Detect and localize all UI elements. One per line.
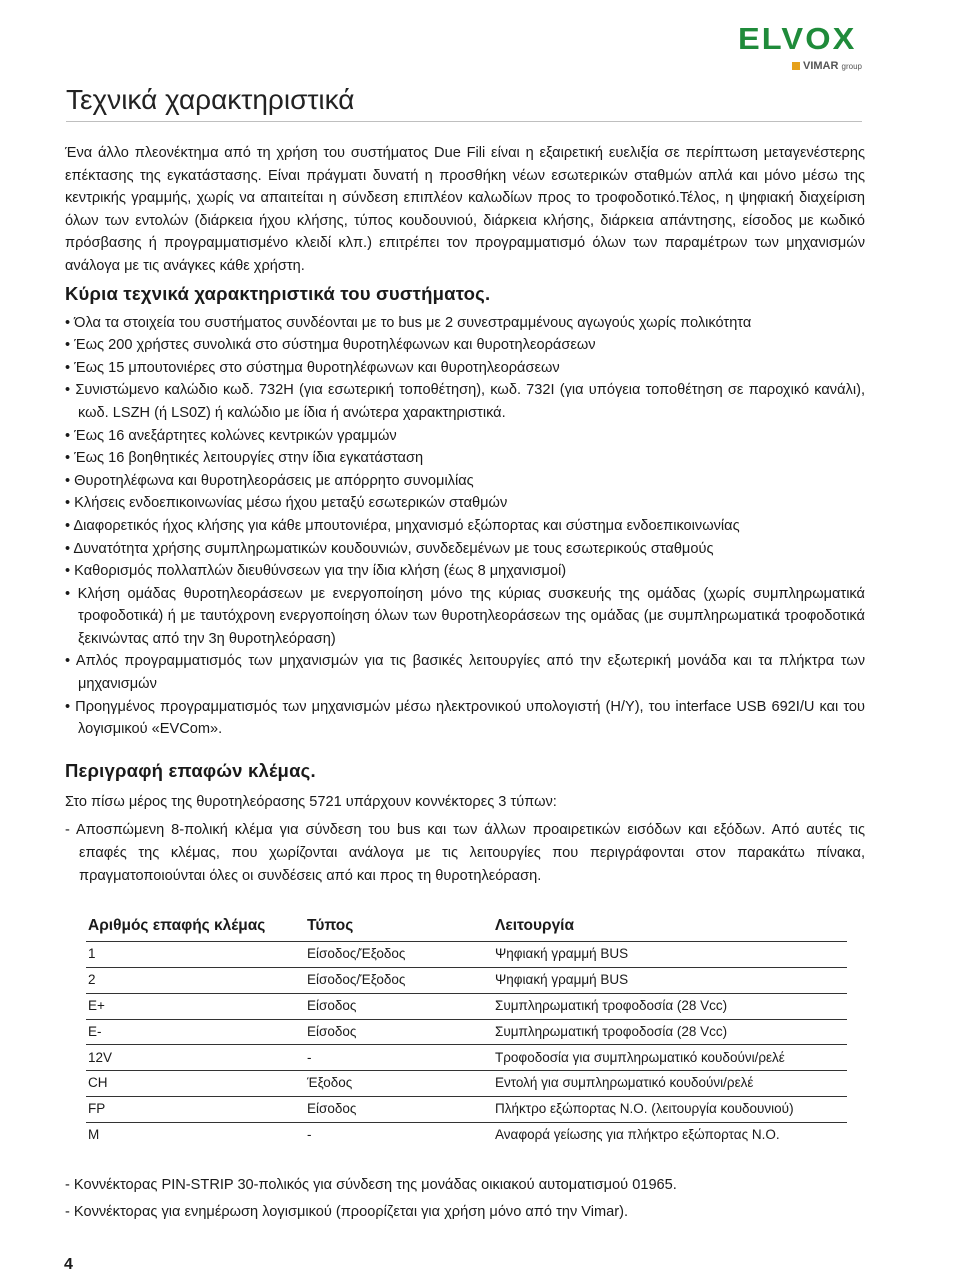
table-cell: Αναφορά γείωσης για πλήκτρο εξώπορτας N.O. [495, 1126, 780, 1142]
table-cell: 2 [86, 968, 305, 994]
table-cell: FP [86, 1097, 305, 1123]
list-item: • Έως 16 βοηθητικές λειτουργίες στην ίδια εγκατάσταση [65, 447, 865, 470]
table-cell: M [88, 1126, 100, 1142]
table-row [86, 1122, 847, 1147]
table-cell: Έξοδος [305, 1071, 493, 1097]
list-item: • Όλα τα στοιχεία του συστήματος συνδέονται με το bus με 2 συνεστραμμένους αγωγούς χωρίς πολικότητα [65, 312, 865, 335]
list-item: • Έως 15 μπουτονιέρες στο σύστημα θυροτηλέφωνων και θυροτηλεοράσεων [65, 357, 865, 380]
table-row [86, 1071, 847, 1097]
table-cell: Ψηφιακή γραμμή BUS [493, 942, 847, 968]
list-item: • Διαφορετικός ήχος κλήσης για κάθε μπουτονιέρα, μηχανισμό εξώπορτας και σύστημα ενδοεπικοινωνίας [65, 515, 865, 538]
table-cell: E+ [86, 993, 305, 1019]
table-cell: 12V [86, 1045, 305, 1071]
list-item: • Θυροτηλέφωνα και θυροτηλεοράσεις με απόρρητο συνομιλίας [65, 470, 865, 493]
table-cell: Συμπληρωματική τροφοδοσία (28 Vcc) [493, 993, 847, 1019]
table-cell: Είσοδος/Έξοδος [305, 968, 493, 994]
terminals-heading: Περιγραφή επαφών κλέμας. [65, 759, 316, 781]
list-item: • Κλήσεις ενδοεπικοινωνίας μέσω ήχου μεταξύ εσωτερικών σταθμών [65, 492, 865, 515]
table-row [86, 1019, 847, 1045]
page-number: 4 [64, 1256, 73, 1273]
logo-subbrand [792, 60, 862, 73]
table-cell: Πλήκτρο εξώπορτας Ν.Ο. (λειτουργία κουδουνιού) [493, 1097, 847, 1123]
table-cell: Είσοδος [305, 1019, 493, 1045]
logo-wordmark: ELVOX [738, 21, 857, 56]
terminals-note: - Αποσπώμενη 8-πολική κλέμα για σύνδεση του bus και των άλλων προαιρετικών εισόδων και εξόδων. Από αυτές τις επαφές της κλέμας, που χωρίζονται ανάλογα με τις λειτουργίες που περιγράφονται στον παρακάτω πίνακα, πραγματοποιούνται όλες οι συνδέσεις από και προς τη θυροτηλεόραση. [65, 822, 865, 884]
list-item: • Προηγμένος προγραμματισμός των μηχανισμών μέσω ηλεκτρονικού υπολογιστή (Η/Υ), του interface USB 692I/U και του λογισμικού «EVCom». [65, 696, 865, 741]
list-item: • Έως 200 χρήστες συνολικά στο σύστημα θυροτηλέφωνων και θυροτηλεοράσεων [65, 334, 865, 357]
main-content [65, 142, 865, 1224]
title-divider [66, 121, 862, 122]
features-heading: Κύρια τεχνικά χαρακτηριστικά του συστήματος. [65, 282, 491, 304]
vimar-mark-icon [792, 62, 800, 70]
table-cell: Συμπληρωματική τροφοδοσία (28 Vcc) [493, 1019, 847, 1045]
logo-subbrand-group: group [841, 62, 862, 71]
table-cell: E- [86, 1019, 305, 1045]
table-cell: Τροφοδοσία για συμπληρωματικό κουδούνι/ρελέ [493, 1045, 847, 1071]
table-header-row [86, 911, 847, 942]
table-cell: Ψηφιακή γραμμή BUS [493, 968, 847, 994]
list-item: • Απλός προγραμματισμός των μηχανισμών για τις βασικές λειτουργίες από την εξωτερική μονάδα και τα πλήκτρα των μηχανισμών [65, 650, 865, 695]
table-cell: - [307, 1126, 312, 1142]
table-cell: Εντολή για συμπληρωματικό κουδούνι/ρελέ [493, 1071, 847, 1097]
table-cell: Είσοδος [305, 993, 493, 1019]
table-cell: Είσοδος [305, 1097, 493, 1123]
terminal-table [86, 911, 847, 1147]
table-row [86, 1097, 847, 1123]
column-header: Τύπος [305, 911, 493, 942]
table-cell: 1 [86, 942, 305, 968]
terminals-intro: Στο πίσω μέρος της θυροτηλεόρασης 5721 υπάρχουν κοννέκτορες 3 τύπων: [65, 793, 557, 810]
connector-note: - Κοννέκτορας PIN-STRIP 30-πολικός για σύνδεση της μονάδας οικιακού αυτοματισμού 01965. [65, 1176, 677, 1193]
page-title: Τεχνικά χαρακτηριστικά [66, 84, 355, 115]
logo-subbrand-name: VIMAR [803, 60, 839, 72]
column-header: Αριθμός επαφής κλέμας [86, 911, 305, 942]
list-item: • Έως 16 ανεξάρτητες κολώνες κεντρικών γραμμών [65, 425, 865, 448]
list-item: • Κλήση ομάδας θυροτηλεοράσεων με ενεργοποίηση μόνο της κύριας συσκευής της ομάδας (χωρίς συμπληρωματικά τροφοδοτικά) ή με ταυτόχρονη ενεργοποίηση όλων των θυροτηλεοράσεων της ομάδας (με συμπληρωματικά τροφοδοτικά ξεκινώντας από την 3η θυροτηλεόραση) [65, 583, 865, 651]
table-cell: - [305, 1045, 493, 1071]
table-row [86, 993, 847, 1019]
connector-note: - Κοννέκτορας για ενημέρωση λογισμικού (προορίζεται για χρήση μόνο από την Vimar). [65, 1204, 629, 1221]
intro-paragraph: Ένα άλλο πλεονέκτημα από τη χρήση του συστήματος Due Fili είναι η εξαιρετική ευελιξία σε περίπτωση μεταγενέστερης επέκτασης της εγκατάστασης. Είναι πράγματι δυνατή η προσθήκη νέων εσωτερικών σταθμών απλά και μόνο μέσω της κεντρικής γραμμής, χωρίς να απαιτείται η σύνδεση επιπλέον καλωδίων προς το τροφοδοτικό.Τέλος, η ψηφιακή διαχείριση όλων των εντολών (διάρκεια ήχου κλήσης, τύπος κουδουνιού, διάρκεια κλήσης, διάρκεια απάντησης, είσοδος με κωδικό πρόσβασης ή προγραμματισμένο κλειδί κλπ.) επιτρέπει τον προγραμματισμό όλων των παραμέτρων των μηχανισμών ανάλογα με τις ανάγκες κάθε χρήστη. [65, 145, 865, 274]
column-header: Λειτουργία [493, 911, 847, 942]
list-item: • Συνιστώμενο καλώδιο κωδ. 732Η (για εσωτερική τοποθέτηση), κωδ. 732I (για υπόγεια τοποθέτηση σε παροχικό κανάλι), κωδ. LSZH (ή LS0Z) ή καλώδιο με ίδια ή ανώτερα χαρακτηριστικά. [65, 379, 865, 424]
table-cell: CH [86, 1071, 305, 1097]
features-list [65, 312, 865, 741]
table-cell: Είσοδος/Έξοδος [305, 942, 493, 968]
list-item: • Δυνατότητα χρήσης συμπληρωματικών κουδουνιών, συνδεδεμένων με τους εσωτερικούς σταθμούς [65, 538, 865, 561]
elvox-logo [736, 22, 866, 74]
table-row [86, 1045, 847, 1071]
table-row [86, 968, 847, 994]
list-item: • Καθορισμός πολλαπλών διευθύνσεων για την ίδια κλήση (έως 8 μηχανισμοί) [65, 560, 865, 583]
table-row [86, 942, 847, 968]
